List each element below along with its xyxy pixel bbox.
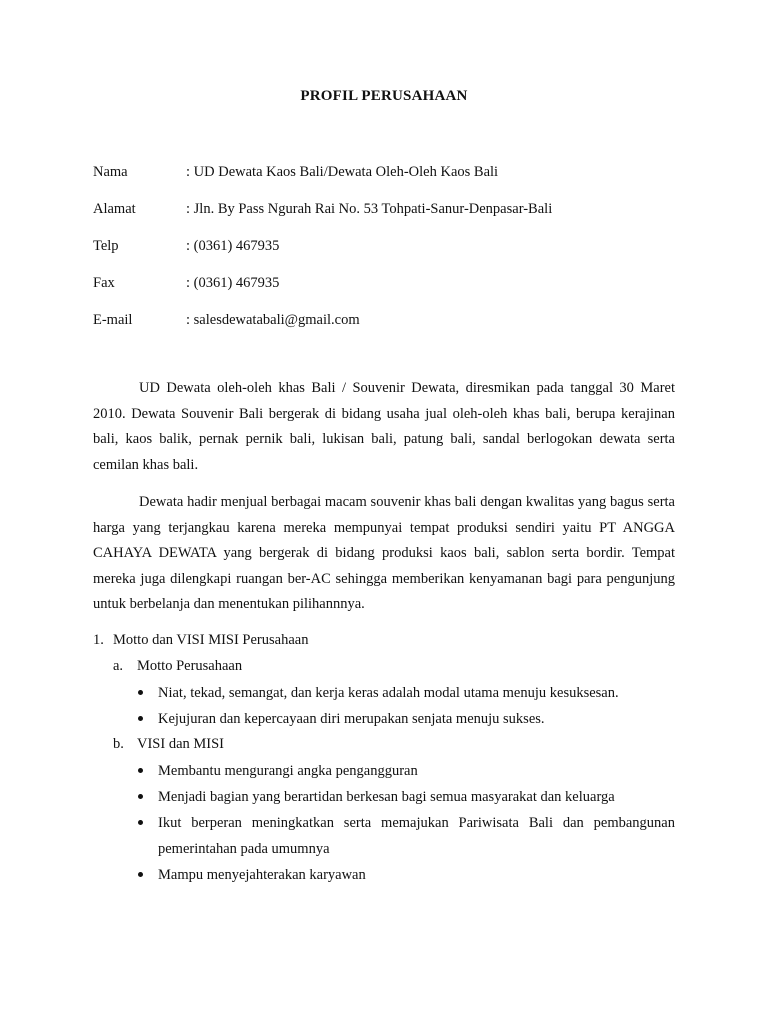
bullet-icon — [138, 768, 143, 773]
info-row-nama — [93, 162, 498, 182]
bullet-icon — [138, 716, 143, 721]
info-label: E-mail — [93, 312, 133, 328]
info-value: : (0361) 467935 — [186, 275, 280, 291]
subsection-motto — [113, 656, 242, 676]
bullet-icon — [138, 690, 143, 695]
page-title: PROFIL PERUSAHAAN — [300, 88, 468, 104]
bullet-item: Kejujuran dan kepercayaan diri merupakan senjata menuju sukses. — [158, 711, 545, 727]
paragraph-products: Dewata hadir menjual berbagai macam souvenir khas bali dengan kwalitas yang bagus serta harga yang terjangkau karena mereka mempunyai tempat produksi sendiri yaitu PT ANGGA CAHAYA DEWATA yang bergerak di bidang produksi kaos bali, sablon serta bordir. Tempat mereka juga dilengkapi ruangan ber-AC sehingga memberikan kenyamanan bagi para pengunjung untuk berbelanja dan menentukan pilihannnya. — [93, 494, 675, 612]
bullet-item: Niat, tekad, semangat, dan kerja keras adalah modal utama menuju kesuksesan. — [158, 685, 619, 701]
section-heading — [93, 630, 308, 650]
info-label: Alamat — [93, 201, 136, 217]
subsection-visi-misi — [113, 734, 224, 754]
info-value: : Jln. By Pass Ngurah Rai No. 53 Tohpati-Sanur-Denpasar-Bali — [186, 201, 553, 217]
subsection-marker: b. — [113, 736, 124, 752]
info-row-email — [93, 310, 360, 330]
bullet-icon — [138, 820, 143, 825]
info-value: : salesdewatabali@gmail.com — [186, 312, 360, 328]
info-row-alamat — [93, 199, 552, 219]
info-label: Fax — [93, 275, 115, 291]
bullet-item: Menjadi bagian yang berartidan berkesan bagi semua masyarakat dan keluarga — [158, 789, 615, 805]
section-number: 1. — [93, 632, 104, 648]
info-label: Nama — [93, 164, 128, 180]
bullet-icon — [138, 794, 143, 799]
section-title: Motto dan VISI MISI Perusahaan — [113, 632, 309, 648]
info-value: : UD Dewata Kaos Bali/Dewata Oleh-Oleh Kaos Bali — [186, 164, 499, 180]
subsection-marker: a. — [113, 658, 124, 674]
info-value: : (0361) 467935 — [186, 238, 280, 254]
subsection-title: VISI dan MISI — [137, 736, 224, 752]
bullet-item: Membantu mengurangi angka pengangguran — [158, 763, 418, 779]
subsection-title: Motto Perusahaan — [137, 658, 243, 674]
bullet-item: Mampu menyejahterakan karyawan — [158, 867, 366, 883]
info-row-telp — [93, 236, 279, 256]
paragraph-intro: UD Dewata oleh-oleh khas Bali / Souvenir Dewata, diresmikan pada tanggal 30 Maret 2010. Dewata Souvenir Bali bergerak di bidang usaha jual oleh-oleh khas bali, berupa kerajinan bali, kaos balik, pernak pernik bali, lukisan bali, patung bali, sandal berlogokan dewata serta cemilan khas bali. — [93, 380, 675, 473]
bullet-item: Ikut berperan meningkatkan serta memajukan Pariwisata Bali dan pembangunan pemerintahan pada umumnya — [158, 815, 675, 857]
info-row-fax — [93, 273, 279, 293]
info-label: Telp — [93, 238, 119, 254]
bullet-icon — [138, 872, 143, 877]
